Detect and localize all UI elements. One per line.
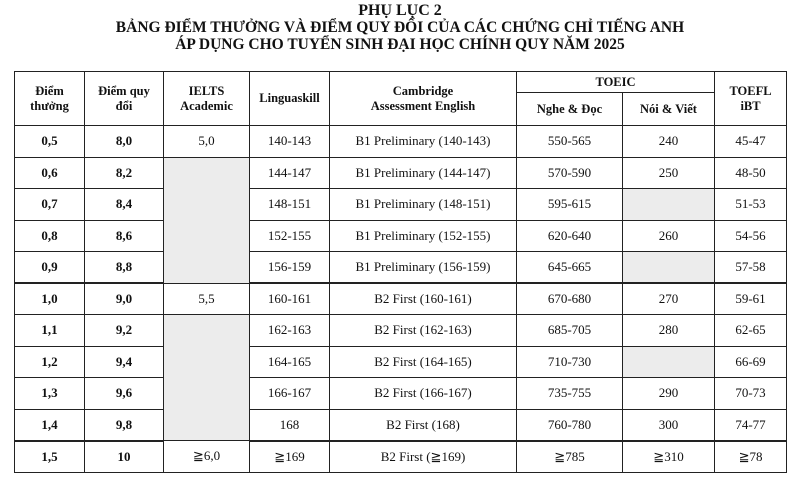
cell-toefl: 54-56 [715,220,787,252]
cell-toeic-sw-empty [623,346,715,378]
cell-toeic-sw: 250 [623,157,715,189]
cell-toeic-lr: 760-780 [517,409,623,441]
cell-toeic-sw: 270 [623,283,715,315]
conversion-table [14,71,787,473]
cell-toeic-lr: 735-755 [517,378,623,410]
cell-quy-doi: 9,4 [85,346,164,378]
cell-diem-thuong: 0,8 [15,220,85,252]
cell-quy-doi: 8,2 [85,157,164,189]
cell-toeic-lr: 595-615 [517,189,623,221]
cell-toefl: 45-47 [715,126,787,158]
table-row [15,283,787,315]
cell-toeic-sw: 260 [623,220,715,252]
header-toeic-listening-reading: Nghe & Đọc [517,93,623,126]
cell-cambridge: B1 Preliminary (140-143) [330,126,517,158]
table-row [15,441,787,473]
header-toeic: TOEIC [517,72,715,93]
cell-cambridge: B1 Preliminary (148-151) [330,189,517,221]
table-row [15,252,787,284]
table-row [15,126,787,158]
header-row-1 [15,72,787,93]
cell-toeic-sw-empty [623,252,715,284]
cell-toeic-lr: 620-640 [517,220,623,252]
cell-toefl: 74-77 [715,409,787,441]
cell-diem-thuong: 1,2 [15,346,85,378]
cell-quy-doi: 8,0 [85,126,164,158]
cell-linguaskill: ≧169 [250,441,330,473]
cell-toeic-sw: 290 [623,378,715,410]
cell-toeic-lr: 685-705 [517,315,623,347]
cell-linguaskill: 152-155 [250,220,330,252]
table-row [15,346,787,378]
cell-toeic-lr: 550-565 [517,126,623,158]
cell-linguaskill: 166-167 [250,378,330,410]
cell-diem-thuong: 1,3 [15,378,85,410]
cell-ielts: 5,0 [164,126,250,158]
table-row [15,378,787,410]
header-diem-thuong: Điểm thưởng [15,72,85,126]
cell-diem-thuong: 1,4 [15,409,85,441]
cell-quy-doi: 9,8 [85,409,164,441]
cell-diem-thuong: 1,5 [15,441,85,473]
table-row [15,189,787,221]
header-toefl: TOEFL iBT [715,72,787,126]
cell-toefl: 62-65 [715,315,787,347]
cell-cambridge: B2 First (168) [330,409,517,441]
cell-linguaskill: 148-151 [250,189,330,221]
cell-cambridge: B2 First (164-165) [330,346,517,378]
cell-linguaskill: 156-159 [250,252,330,284]
cell-diem-thuong: 0,6 [15,157,85,189]
cell-toeic-sw: 300 [623,409,715,441]
cell-quy-doi: 9,0 [85,283,164,315]
header-diem-quy-doi: Điểm quy đổi [85,72,164,126]
cell-cambridge: B2 First (166-167) [330,378,517,410]
cell-toefl: 66-69 [715,346,787,378]
cell-quy-doi: 8,8 [85,252,164,284]
table-title-line-1: BẢNG ĐIỂM THƯỞNG VÀ ĐIỂM QUY ĐỔI CỦA CÁC CHỨNG CHỈ TIẾNG ANH [115,19,685,36]
cell-diem-thuong: 0,7 [15,189,85,221]
cell-ielts: 5,5 [164,283,250,315]
cell-cambridge: B2 First (162-163) [330,315,517,347]
document-title [0,2,800,53]
cell-cambridge: B1 Preliminary (152-155) [330,220,517,252]
cell-toeic-sw-empty [623,189,715,221]
cell-diem-thuong: 1,0 [15,283,85,315]
table-row [15,220,787,252]
cell-quy-doi: 9,2 [85,315,164,347]
header-ielts: IELTS Academic [164,72,250,126]
cell-toefl: 48-50 [715,157,787,189]
header-toeic-speaking-writing: Nói & Viết [623,93,715,126]
cell-toeic-lr: 710-730 [517,346,623,378]
cell-quy-doi: 8,4 [85,189,164,221]
appendix-title: PHỤ LỤC 2 [358,2,442,19]
header-linguaskill: Linguaskill [250,72,330,126]
cell-toeic-lr: 670-680 [517,283,623,315]
cell-toeic-sw: 280 [623,315,715,347]
cell-quy-doi: 10 [85,441,164,473]
header-cambridge: Cambridge Assessment English [330,72,517,126]
table-title-line-2: ÁP DỤNG CHO TUYỂN SINH ĐẠI HỌC CHÍNH QUY NĂM 2025 [175,36,625,53]
cell-quy-doi: 9,6 [85,378,164,410]
cell-linguaskill: 160-161 [250,283,330,315]
cell-cambridge: B2 First (≧169) [330,441,517,473]
cell-diem-thuong: 0,9 [15,252,85,284]
cell-quy-doi: 8,6 [85,220,164,252]
cell-linguaskill: 168 [250,409,330,441]
cell-linguaskill: 140-143 [250,126,330,158]
cell-toefl: 57-58 [715,252,787,284]
cell-cambridge: B1 Preliminary (156-159) [330,252,517,284]
table-row [15,409,787,441]
cell-toefl: 51-53 [715,189,787,221]
cell-toefl: 59-61 [715,283,787,315]
cell-linguaskill: 162-163 [250,315,330,347]
table-row [15,157,787,189]
table-row [15,315,787,347]
cell-cambridge: B2 First (160-161) [330,283,517,315]
cell-diem-thuong: 0,5 [15,126,85,158]
cell-toeic-lr: 570-590 [517,157,623,189]
cell-ielts-empty [164,315,250,441]
cell-toeic-sw: 240 [623,126,715,158]
cell-linguaskill: 164-165 [250,346,330,378]
cell-toefl: ≧78 [715,441,787,473]
cell-toeic-lr: ≧785 [517,441,623,473]
cell-ielts-empty [164,157,250,283]
cell-toefl: 70-73 [715,378,787,410]
cell-toeic-lr: 645-665 [517,252,623,284]
cell-cambridge: B1 Preliminary (144-147) [330,157,517,189]
cell-diem-thuong: 1,1 [15,315,85,347]
cell-linguaskill: 144-147 [250,157,330,189]
cell-toeic-sw: ≧310 [623,441,715,473]
cell-ielts: ≧6,0 [164,441,250,473]
